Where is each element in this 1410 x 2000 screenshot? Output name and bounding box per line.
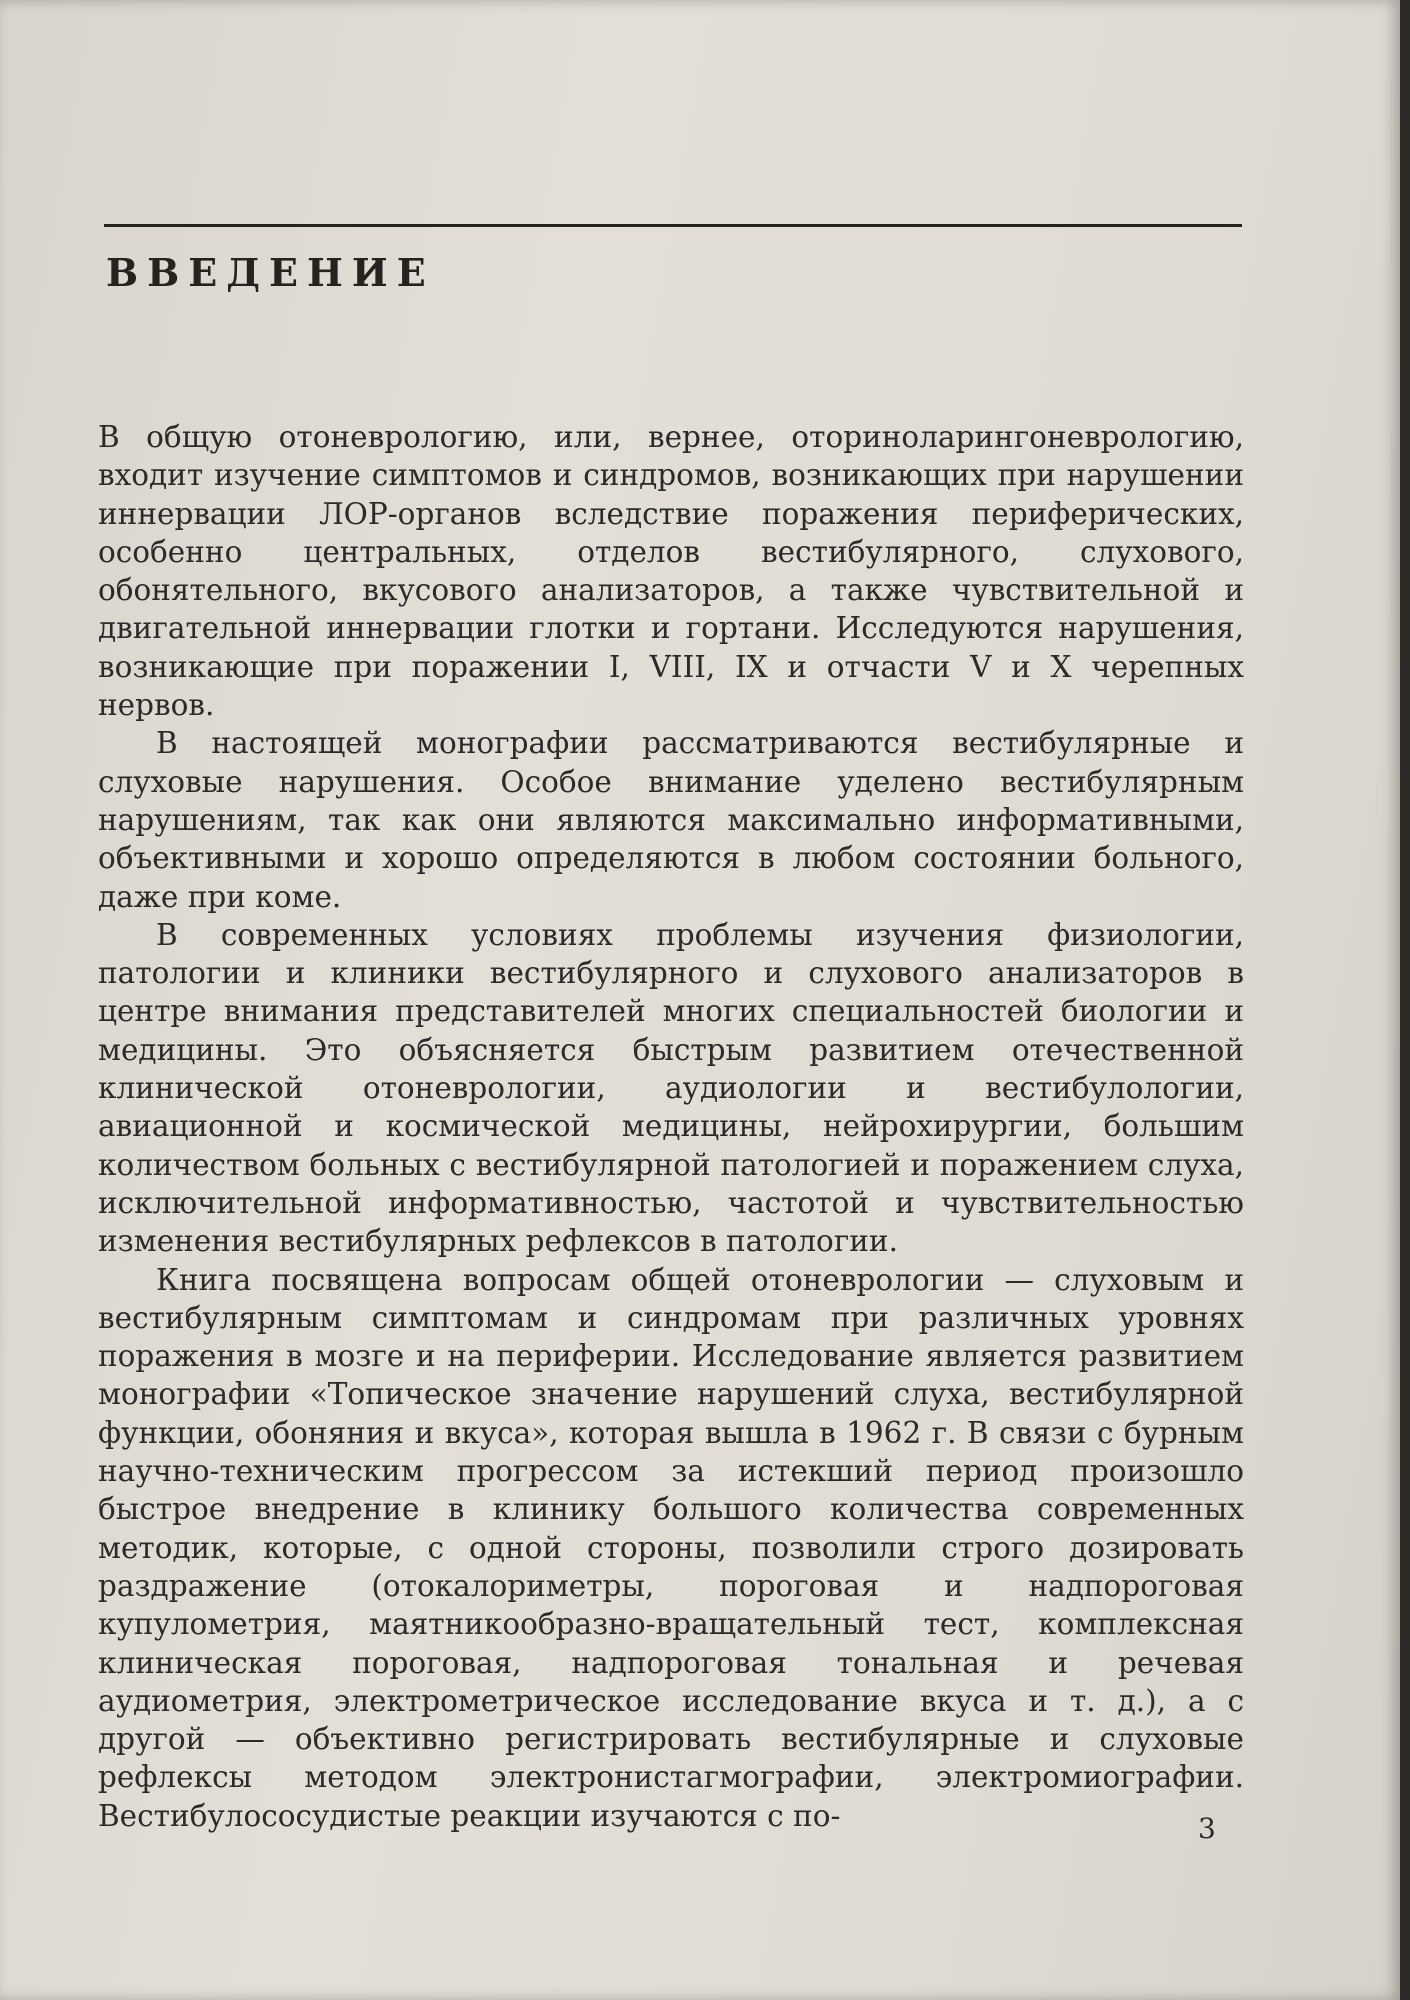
page-number: 3 (1198, 1812, 1216, 1845)
paragraph-3: В современных условиях проблемы изучения физиологии, патологии и клиники вестибулярного и слухового анализаторов в центре внимания представителей многих специальностей биологии и медицины. Это объясняется быстрым развитием отечественной клинической отоневрологии, аудиологии и вестибулологии, авиационной и космической медицины, нейрохирургии, большим количеством больных с вестибулярной патологией и поражением слуха, исключительной информативностью, частотой и чувствительностью изменения вестибулярных рефлексов в патологии. (98, 917, 1244, 1259)
body-text (98, 418, 1244, 1835)
header-rule (104, 224, 1242, 227)
paragraph-1: В общую отоневрологию, или, вернее, оториноларингоневрологию, входит изучение симптомов и синдромов, возникающих при нарушении иннервации ЛОР-органов вследствие поражения периферических, особенно центральных, отделов вестибулярного, слухового, обонятельного, вкусового анализаторов, а также чувствительной и двигательной иннервации глотки и гортани. Исследуются нарушения, возникающие при поражении I, VIII, IX и отчасти V и X черепных нервов. (98, 420, 1244, 723)
chapter-heading: ВВЕДЕНИЕ (106, 250, 435, 295)
paragraph-4: Книга посвящена вопросам общей отоневрологии — слуховым и вестибулярным симптомам и синдромам при различных уровнях поражения в мозге и на периферии. Исследование является развитием монографии «Топическое значение нарушений слуха, вестибулярной функции, обоняния и вкуса», которая вышла в 1962 г. В связи с бурным научно-техническим прогрессом за истекший период произошло быстрое внедрение в клинику большого количества современных методик, которые, с одной стороны, позволили строго дозировать раздражение (отокалориметры, пороговая и надпороговая купулометрия, маятникообразно-вращательный тест, комплексная клиническая пороговая, надпороговая тональная и речевая аудиометрия, электрометрическое исследование вкуса и т. д.), а с другой — объективно регистрировать вестибулярные и слуховые рефлексы методом электронистагмографии, электромиографии. Вестибулососудистые реакции изучаются с по- (98, 1262, 1244, 1833)
paragraph-2: В настоящей монографии рассматриваются вестибулярные и слуховые нарушения. Особое внимание уделено вестибулярным нарушениям, так как они являются максимально информативными, объективными и хорошо определяются в любом состоянии больного, даже при коме. (98, 726, 1244, 914)
